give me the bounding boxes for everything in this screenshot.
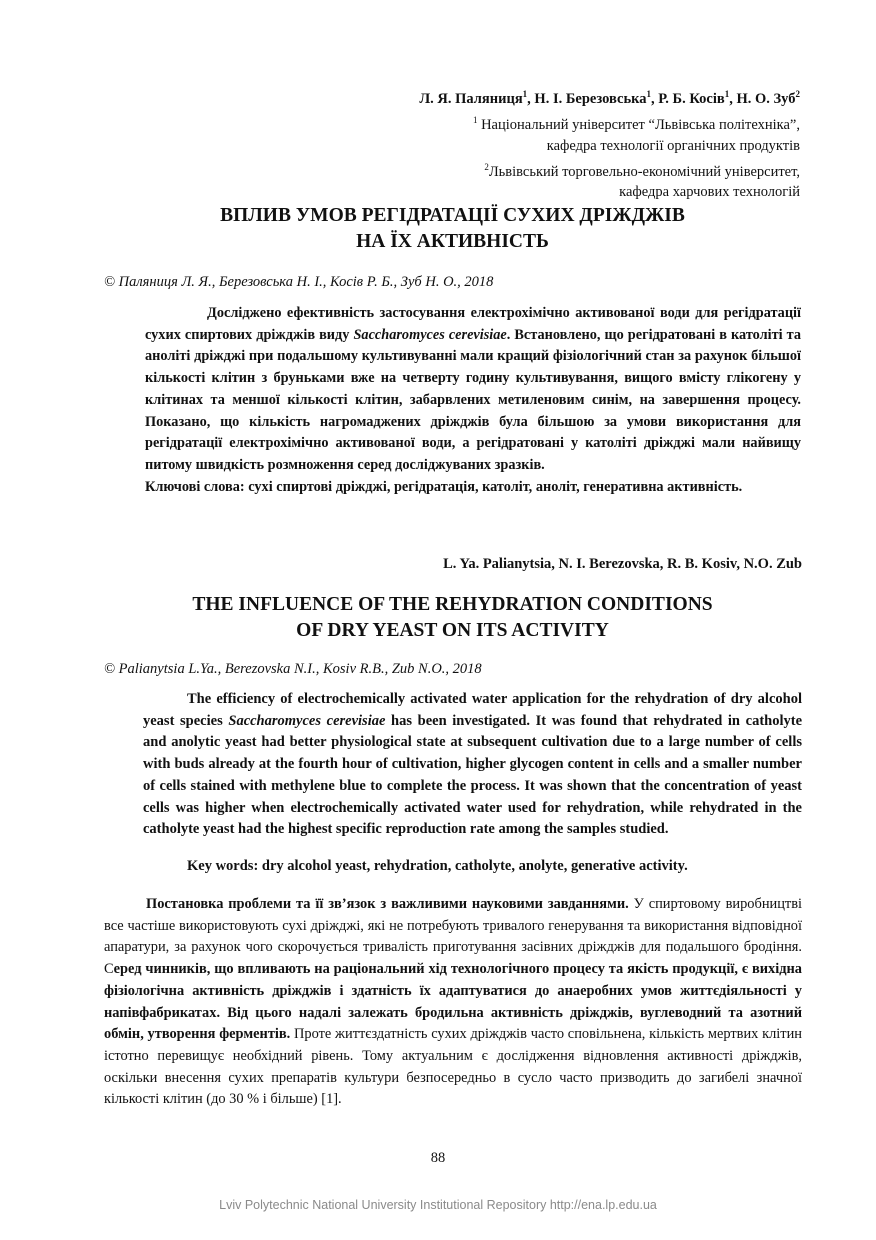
author-1: Л. Я. Паляниця [419,90,523,107]
copyright-en: © Palianytsia L.Ya., Berezovska N.I., Kosiv R.B., Zub N.O., 2018 [104,661,482,677]
authors-affiliations-ua [419,84,800,203]
affiliation-2-sup: 2 [484,161,489,172]
author-4: , Н. О. Зуб [729,90,796,107]
title-ua [100,203,805,255]
page-number: 88 [430,1150,446,1166]
body-text-1: У спиртовому виробництві все частіше використовують сухі дріжджі, які не потребують тривалого генерування та використання відповідної апаратури, за рахунок чого скорочується тривалість приготування засівних дріжджів для подальшого бродіння. С [104,896,803,978]
section-heading: Постановка проблеми та її зв’язок з важливими науковими завданнями. [146,896,629,912]
author-2: , Н. І. Березовська [527,90,647,107]
affiliation-1-text: Національний університет “Львівська політехніка”, [477,116,800,133]
affiliation-2-line-1 [419,157,800,183]
affiliation-2-line-2: кафедра харчових технологій [619,184,800,201]
title-en [100,592,805,644]
title-en-line-2: OF DRY YEAST ON ITS ACTIVITY [296,620,609,641]
authors-ua [419,84,800,110]
author-2-sup: 1 [646,89,651,99]
authors-en: L. Ya. Palianytsia, N. I. Berezovska, R. B. Kosiv, N.O. Zub [443,556,802,572]
author-3: , Р. Б. Косів [651,90,725,107]
affiliation-1-sup: 1 [472,114,478,125]
keywords-en: Key words: dry alcohol yeast, rehydration, catholyte, anolyte, generative activity. [187,858,688,874]
author-3-sup: 1 [724,89,730,99]
body-text-2: Проте життєздатність сухих дріжджів часто сповільнена, кількість мертвих клітин істотно перевищує необхідний рівень. Тому актуальним є дослідження відновлення активності дріжджів, оскільки внесення сухих препаратів культури безпосередньо в сусло часто призводить до загибелі значної кількості клітин (до 30 % і більше) [1]. [104,1026,802,1108]
copyright-ua: © Паляниця Л. Я., Березовська Н. І., Косів Р. Б., Зуб Н. О., 2018 [104,274,494,290]
author-1-sup: 1 [522,89,528,99]
abstract-ua [145,303,801,498]
title-ua-line-2: НА ЇХ АКТИВНІСТЬ [356,231,549,252]
abstract-en-text-1: The efficiency of electrochemically activated water application for the rehydration of dry alcohol yeast species [143,691,802,729]
body-paragraph [104,894,802,1111]
title-ua-line-1: ВПЛИВ УМОВ РЕГІДРАТАЦІЇ СУХИХ ДРІЖДЖІВ [220,205,685,226]
abstract-ua-text-2: . Встановлено, що регідратовані в католіті та аноліті дріжджі при подальшому культивуванні мали кращий фізіологічний стан за рахунок більшої кількості клітин з бруньками вже на четверту годину культивування, вищого вмісту глікогену у клітинах та меншої кількості клітин, забарвлених метиленовим синім, на завершення процесу. Показано, що кількість нагромаджених дріжджів була більшою за умови використання для регідратації електрохімічно активованої води, а регідратовані у католіті дріжджі мали найвищу питому швидкість розмноження серед досліджуваних зразків. [145,326,801,473]
abstract-en-text-2: has been investigated. It was found that rehydrated in catholyte and anolytic yeast had better physiological state at subsequent cultivation due to a large number of cells with buds already at the fourth hour of cultivation, higher glycogen content in cells and a smaller number of cells stained with methylene blue to complete the process. It was shown that the concentration of yeast cells was higher when electrochemically activated water used for rehydration, while rehydrated in the catholyte yeast had the highest specific reproduction rate among the samples studied. [143,712,802,838]
repository-footer: Lviv Polytechnic National University Institutional Repository http://ena.lp.edu.ua [219,1198,657,1212]
title-en-line-1: THE INFLUENCE OF THE REHYDRATION CONDITIONS [192,594,713,615]
abstract-en-species: Saccharomyces cerevisiae [228,712,386,729]
abstract-ua-text-1: Досліджено ефективність застосування електрохімічно активованої води для регідратації сухих спиртових дріжджів виду [145,305,801,343]
abstract-ua-species: Saccharomyces cerevisiae [353,326,507,343]
affiliation-2-text: Львівський торговельно-економічний університет, [488,163,800,180]
affiliation-1-line-1 [419,110,800,136]
abstract-en [143,689,802,841]
keywords-ua: Ключові слова: сухі спиртові дріжджі, регідратація, католіт, аноліт, генеративна активність. [145,478,743,495]
affiliation-1-line-2: кафедра технології органічних продуктів [546,137,800,154]
author-4-sup: 2 [795,89,800,99]
body-bold-text: еред чинників, що впливають на раціональний хід технологічного процесу та якість продукції, є вихідна фізіологічна активність дріжджів і здатність їх адаптуватися до анаеробних умов життєдіяльності у напівфабрикатах. Від цього надалі залежать бродильна активність дріжджів, вуглеводний та азотний обмін, утворення ферментів. [104,961,802,1043]
